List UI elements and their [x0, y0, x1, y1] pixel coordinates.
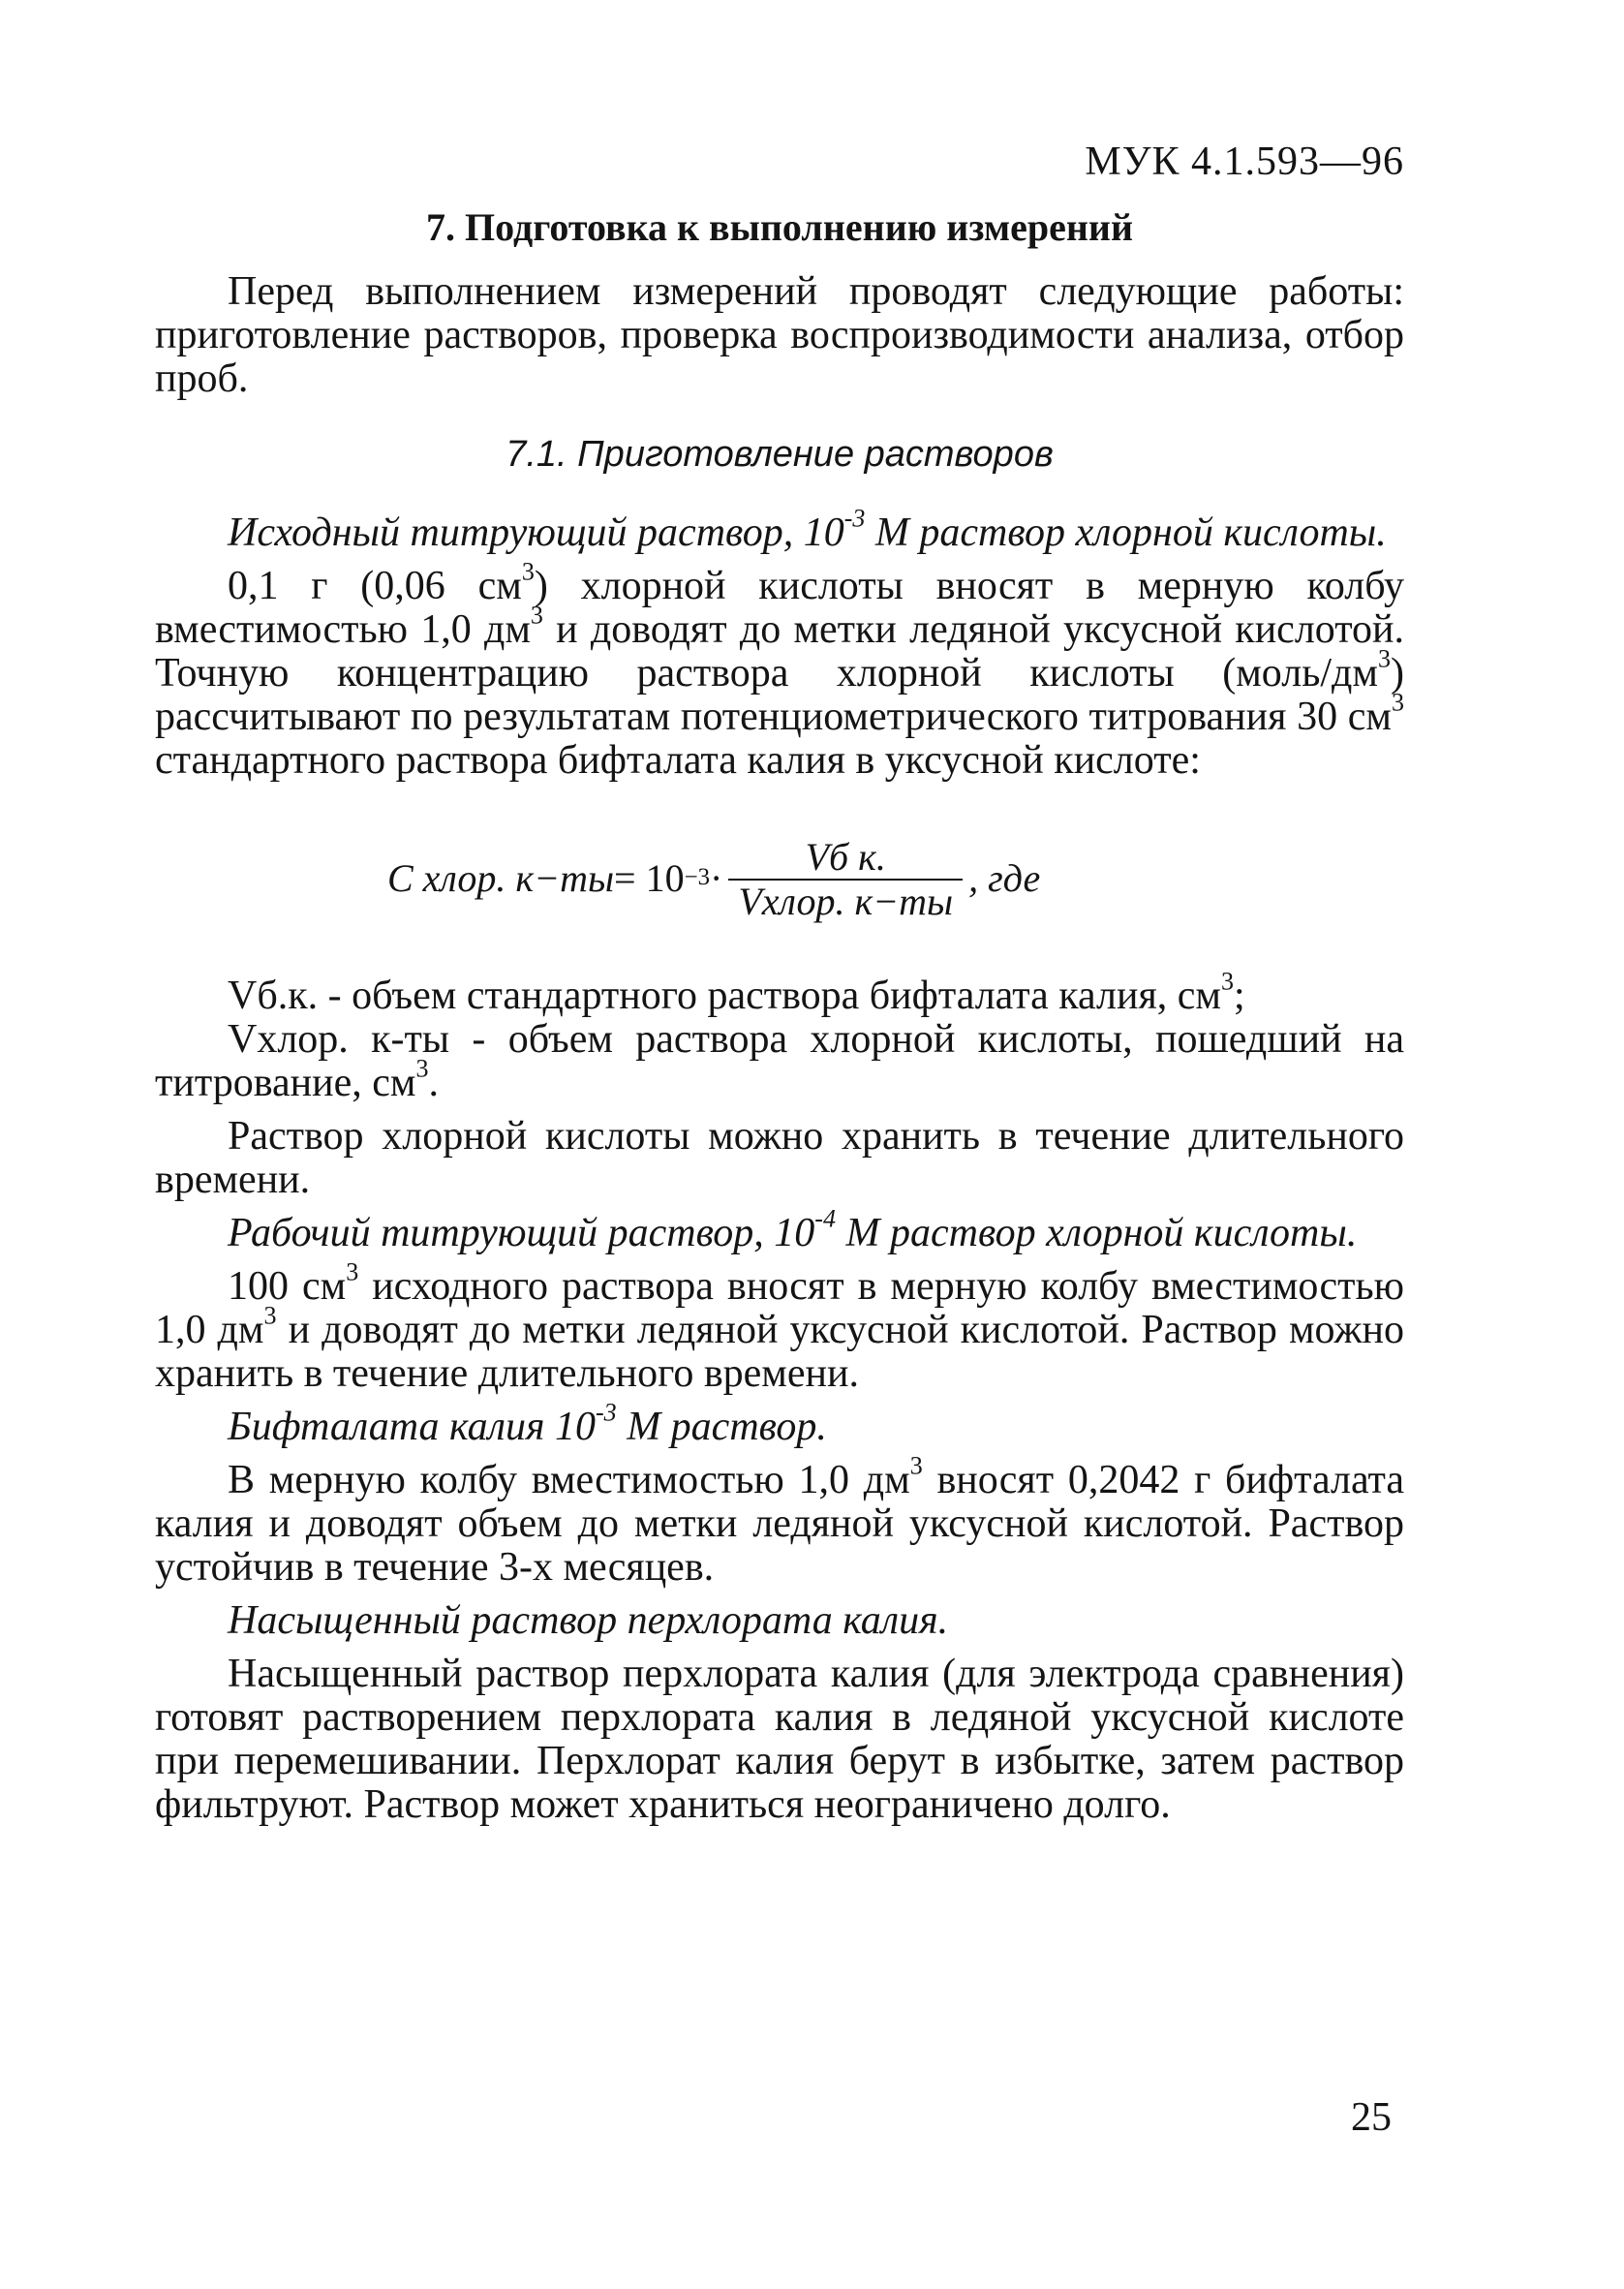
formula-suffix: , где — [968, 855, 1041, 900]
subsection-title: 7.1. Приготовление растворов — [506, 434, 1054, 475]
definition-acid-volume: Vхлор. к-ты - объем раствора хлорной кислоты, пошедший на титрование, $см^3$. — [155, 1017, 1404, 1105]
definition-biphthalate-volume: Vб.к. - объем стандартного раствора бифталата калия, $см^3$; — [228, 967, 1245, 1018]
formula-lhs: С хлор. к−ты — [387, 855, 615, 900]
stock-solution-paragraph: 0,1 г (0,06 $см^3$) хлорной кислоты вносят в мерную колбу вместимостью 1,0 $дм^3$ и доводят до метки ледяной уксусной кислотой. Точную концентрацию раствора хлорной кислоты $(моль/дм^3)$ рассчитывают по результатам потенциометрического титрования 30 $см^3$ стандартного раствора бифталата калия в уксусной кислоте: — [155, 557, 1404, 783]
formula-numerator: Vб к. — [805, 835, 886, 879]
text-column — [155, 140, 1404, 1827]
page-number: 25 — [1351, 2095, 1392, 2140]
stock-solution-heading: Исходный титрующий раствор, $10^{-3}$ М раствор хлорной кислоты. — [228, 504, 1387, 555]
formula-denominator: Vхлор. к−ты — [728, 879, 963, 923]
section-title: 7. Подготовка к выполнению измерений — [426, 205, 1133, 249]
formula-fraction — [728, 836, 963, 923]
concentration-formula: С хлор. к−ты = 10 −3 · $\frac{\text{Vб к.}}{\text{Vхлор. к−ты}}$ , где — [387, 835, 1041, 923]
perchlorate-paragraph: Насыщенный раствор перхлората калия (для электрода сравнения) готовят растворением перхлората калия в ледяной уксусной кислоте при перемешивании. Перхлорат калия берут в избытке, затем раствор фильтруют. Раствор может храниться неограничено долго. — [155, 1652, 1404, 1827]
biphthalate-paragraph: В мерную колбу вместимостью 1,0 $дм^3$ вносят 0,2042 г бифталата калия и доводят объем до метки ледяной уксусной кислотой. Раствор устойчив в течение 3-х месяцев. — [155, 1451, 1405, 1590]
formula-dot: · — [710, 855, 723, 900]
perchlorate-heading: Насыщенный раствор перхлората калия. — [228, 1598, 949, 1643]
intro-paragraph: Перед выполнением измерений проводят следующие работы: приготовление растворов, проверка воспроизводимости анализа, отбор проб. — [155, 269, 1404, 401]
formula-equals: = 10 — [614, 855, 685, 900]
storage-note: Раствор хлорной кислоты можно хранить в течение длительного времени. — [155, 1114, 1404, 1202]
biphthalate-heading: Бифталата калия $10^{-3}$ М раствор. — [228, 1398, 827, 1449]
working-solution-paragraph: 100 $см^3$ исходного раствора вносят в мерную колбу вместимостью 1,0 $дм^3$ и доводят до метки ледяной уксусной кислотой. Раствор можно хранить в течение длительного времени. — [155, 1257, 1404, 1396]
document-code: МУК 4.1.593—96 — [1085, 139, 1404, 184]
working-solution-heading: Рабочий титрующий раствор, $10^{-4}$ М раствор хлорной кислоты. — [228, 1204, 1358, 1255]
